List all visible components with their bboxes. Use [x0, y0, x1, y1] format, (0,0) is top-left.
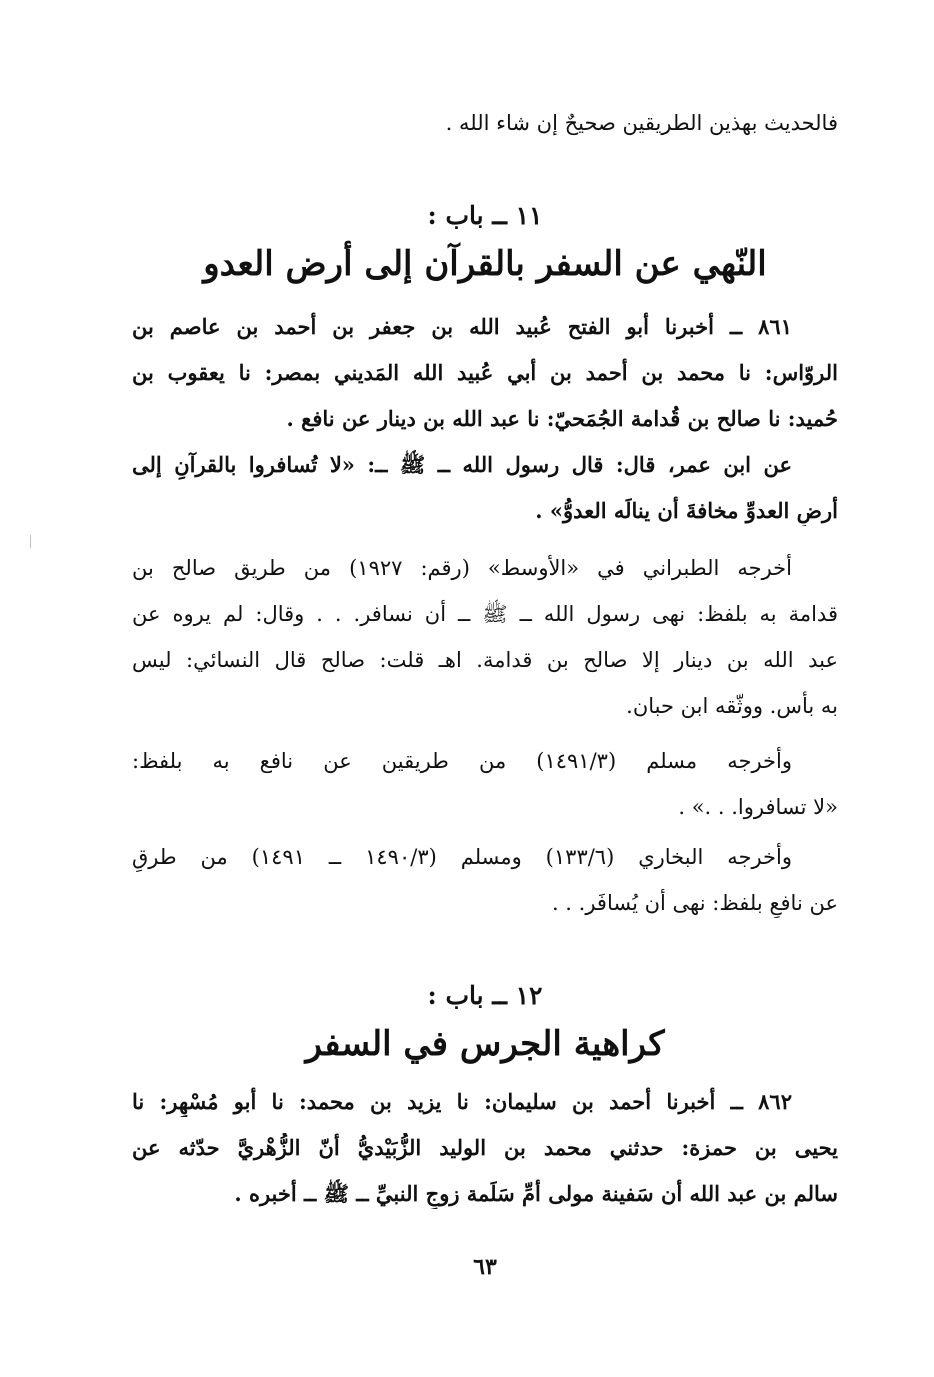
commentary-p1-line-2: قدامة به بلفظ: نهى رسول الله ــ ﷺ ــ أن نسافر. . . وقال: لم يروه عن: [132, 602, 838, 626]
document-page: [132, 0, 838, 1377]
hadith-862-line-2: يحيى بن حمزة: حدثني محمد بن الوليد الزُّبَيْديُّ أنّ الزُّهْريَّ حدّثه عن: [132, 1135, 838, 1160]
commentary-p1-line-4: به بأس. ووثّقه ابن حبان.: [626, 694, 838, 718]
hadith-862-line-1: ٨٦٢ ــ أخبرنا أحمد بن سليمان: نا يزيد بن محمد: نا أبو مُسْهِر: نا: [132, 1089, 792, 1114]
commentary-p3-line-1: وأخرجه البخاري (١٣٣/٦) ومسلم (١٤٩٠/٣ ــ ١٤٩١) من طرقٍ: [132, 845, 793, 869]
chapter-11-title: النّهي عن السفر بالقرآن إلى أرض العدو: [203, 244, 767, 284]
hadith-862-line-3: سالم بن عبد الله أن سَفينة مولى أمِّ سَلَمة زوجِ النبيِّ ــ ﷺ ــ أخبره .: [234, 1181, 838, 1206]
chapter-11-number: ١١ ــ باب :: [427, 201, 543, 230]
hadith-861-line-2: الروّاس: نا محمد بن أحمد بن أبي عُبيد الله المَديني بمصر: نا يعقوب بن: [132, 360, 838, 385]
commentary-p2-line-2: «لا تسافروا. . .» .: [678, 795, 838, 819]
margin-mark: [30, 535, 31, 548]
chapter-12-title: كراهية الجرس في السفر: [305, 1024, 665, 1064]
commentary-p3-line-2: عن نافعٍ بلفظ: نهى أن يُسافَر. . .: [551, 891, 838, 915]
hadith-861-line-5: أرضِ العدوِّ مخافةَ أن ينالَه العدوُّ» .: [535, 498, 838, 523]
chapter-12-number: ١٢ ــ باب :: [427, 981, 543, 1010]
commentary-p1-line-3: عبد الله بن دينار إلا صالح بن قدامة. اهـ قلت: صالح قال النسائي: ليس: [132, 648, 838, 672]
commentary-p1-line-1: أخرجه الطبراني في «الأوسط» (رقم: ١٩٢٧) من طريق صالح بن: [132, 556, 792, 580]
hadith-861-line-1: ٨٦١ ــ أخبرنا أبو الفتح عُبيد الله بن جعفر بن أحمد بن عاصم بن: [132, 314, 792, 339]
page-number: ٦٣: [473, 1254, 497, 1280]
hadith-861-line-3: حُميد: نا صالح بن قُدامة الجُمَحيّ: نا عبد الله بن دينار عن نافع .: [286, 406, 838, 431]
intro-line: فالحديث بهذين الطريقين صحيحٌ إن شاء الله .: [445, 111, 838, 135]
commentary-p2-line-1: وأخرجه مسلم (١٤٩١/٣) من طريقين عن نافع به بلفظ:: [132, 749, 792, 773]
hadith-861-line-4: عن ابن عمر، قال: قال رسول الله ــ ﷺ ــ: «لا تُسافروا بالقرآنِ إلى: [132, 452, 792, 477]
